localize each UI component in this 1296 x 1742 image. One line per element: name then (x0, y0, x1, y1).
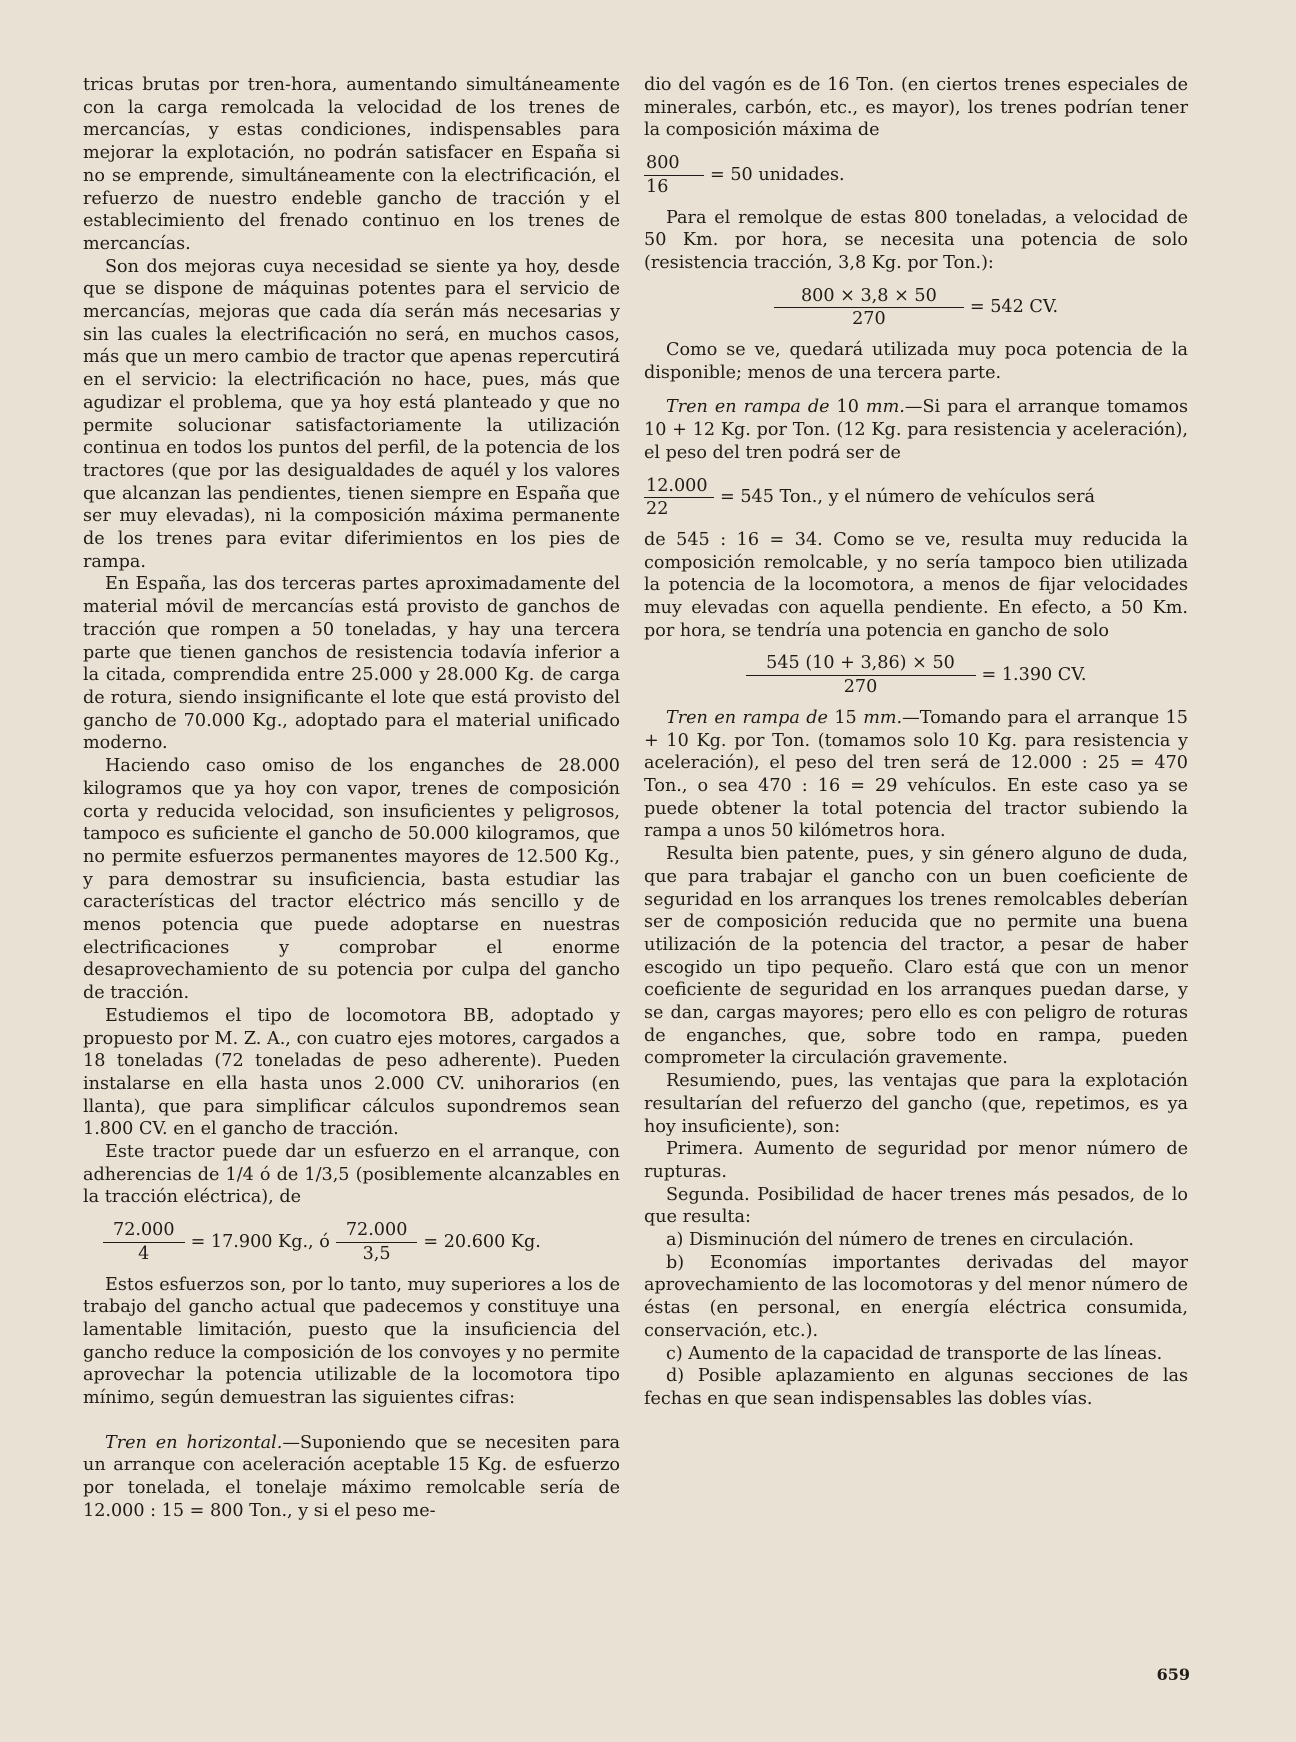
list-item: Segunda. Posibilidad de hacer trenes más pesados, de lo que resulta: (644, 1184, 1188, 1228)
paragraph: dio del vagón es de 16 Ton. (en ciertos trenes especiales de minerales, carbón, etc., es mayor), los trenes podrían tener la composición máxima de (644, 75, 1188, 141)
numerator: 72.000 (345, 1220, 408, 1241)
list-item: b) Economías importantes derivadas del mayor aprovechamiento de las locomotoras y del menor número de éstas (en personal, en energía eléctrica consumida, conservación, etc.). (644, 1252, 1188, 1341)
equation-power-ramp (644, 652, 1188, 698)
equation-result: = 17.900 Kg., ó (190, 1232, 330, 1252)
fraction (746, 652, 976, 698)
denominator: 270 (852, 309, 886, 330)
numerator: 12.000 (646, 475, 708, 496)
equation-result: = 50 unidades. (710, 164, 845, 185)
paragraph: Resulta bien patente, pues, y sin género alguno de duda, que para trabajar el gancho con un buen coeficiente de seguridad en los arranques los trenes remolcables deberían ser de composición reducida que no permite una buena utilización de la potencia del tractor, a pesar de haber escogido un tipo pequeño. Claro está que con un menor coeficiente de seguridad en los arranques puedan darse, y se dan, cargas mayores; pero ello es con peligro de roturas de enganches, que, sobre todo en rampa, pueden comprometer la circulación gravemente. (644, 844, 1188, 1069)
denominator: 4 (138, 1243, 150, 1264)
equation-power-horizontal (644, 285, 1188, 331)
paragraph: Tren en rampa de 15 mm.—Tomando para el arranque 15 + 10 Kg. por Ton. (tomamos solo 10 Kg. para resistencia y aceleración), el peso del tren será de 12.000 : 25 = 470 Ton., o sea 470 : 16 = 29 vehículos. En este caso ya se puede obtener la total potencia del tractor subiendo la rampa a unos 50 kilómetros hora. (644, 707, 1188, 842)
numerator: 800 (646, 153, 680, 174)
paragraph: Estos esfuerzos son, por lo tanto, muy superiores a los de trabajo del gancho actual que padecemos y constituye una lamentable limitación, puesto que la insuficiencia del gancho reduce la composición de los convoyes y no permite aprovechar la potencia utilizable de la locomotora tipo mínimo, según demuestran las siguientes cifras: (83, 1274, 620, 1409)
paragraph: Resumiendo, pues, las ventajas que para la explotación resultarían del refuerzo del gancho (que, repetimos, es ya hoy insuficiente), son: (644, 1071, 1188, 1137)
fraction (103, 1219, 185, 1265)
fraction (336, 1219, 418, 1265)
paragraph: En España, las dos terceras partes aproximadamente del material móvil de mercancías está provisto de ganchos de tracción que rompen a 50 toneladas, y hay una tercera parte que tienen ganchos de resistencia todavía inferior a la citada, comprendida entre 25.000 y 28.000 Kg. de carga de rotura, siendo insignificante el lote que está provisto del gancho de 70.000 Kg., adoptado para el material unificado moderno. (83, 574, 620, 754)
left-column (83, 74, 620, 1523)
right-column (644, 74, 1188, 1411)
paragraph: tricas brutas por tren-hora, aumentando simultáneamente con la carga remolcada la velocidad de los trenes de mercancías, y estas condiciones, indispensables para mejorar la explotación, no podrán satisfacer en España si no se emprende, simultáneamente con la electrificación, el refuerzo de nuestro endeble gancho de tracción y el establecimiento del frenado continuo en los trenes de mercancías. (83, 75, 620, 254)
equation-units (644, 152, 1188, 198)
paragraph: Como se ve, quedará utilizada muy poca potencia de la disponible; menos de una tercera parte. (644, 340, 1188, 383)
numerator: 800 × 3,8 × 50 (800, 285, 937, 306)
paragraph: Tren en horizontal.—Suponiendo que se necesiten para un arranque con aceleración aceptable 15 Kg. de esfuerzo por tonelada, el tonelaje máximo remolcable sería de 12.000 : 15 = 800 Ton., y si el peso me- (83, 1432, 620, 1521)
equation-result: = 20.600 Kg. (423, 1232, 541, 1252)
list-item: a) Disminución del número de trenes en circulación. (666, 1230, 1134, 1251)
fraction (774, 285, 964, 331)
paragraph: de 545 : 16 = 34. Como se ve, resulta muy reducida la composición remolcable, y no sería tampoco bien utilizada la potencia de la locomotora, a menos de fijar velocidades muy elevadas con aquella pendiente. En efecto, a 50 Km. por hora, se tendría una potencia en gancho de solo (644, 529, 1188, 641)
fraction (644, 475, 714, 521)
numerator: 72.000 (113, 1220, 175, 1241)
denominator: 22 (646, 499, 669, 520)
denominator: 3,5 (362, 1243, 391, 1264)
page-number: 659 (1156, 1665, 1190, 1684)
section-heading: Tren en horizontal. (105, 1432, 283, 1453)
fraction (644, 152, 704, 198)
paragraph: Para el remolque de estas 800 toneladas, a velocidad de 50 Km. por hora, se necesita una potencia de solo (resistencia tracción, 3,8 Kg. por Ton.): (644, 207, 1188, 273)
equation-result: = 542 CV. (969, 297, 1059, 318)
paragraph: Tren en rampa de 10 mm.—Si para el arranque tomamos 10 + 12 Kg. por Ton. (12 Kg. para resistencia y aceleración), el peso del tren podrá ser de (644, 397, 1189, 463)
paragraph: Son dos mejoras cuya necesidad se siente ya hoy, desde que se dispone de máquinas potentes para el servicio de mercancías, mejoras que cada día serán más necesarias y sin las cuales la electrificación no será, en muchos casos, más que un mero cambio de tractor que apenas repercutirá en el servicio: la electrificación no hace, pues, más que agudizar el problema, que ya hoy está planteado y que no permite solucionar satisfactoriamente la utilización continua en todos los puntos del perfil, de la potencia de los tractores (que por las desigualdades de aquél y los valores que alcanzan las pendientes, tienen siempre en España que ser muy elevadas), ni la composición máxima permanente de los trenes para evitar diferimientos en los pies de rampa. (83, 256, 620, 572)
numerator: 545 (10 + 3,86) × 50 (766, 653, 955, 674)
list-item: d) Posible aplazamiento en algunas secciones de las fechas en que sean indispensables las dobles vías. (644, 1366, 1188, 1409)
equation-adherence (103, 1219, 620, 1265)
paragraph: Estudiemos el tipo de locomotora BB, adoptado y propuesto por M. Z. A., con cuatro ejes motores, cargados a 18 toneladas (72 toneladas de peso adherente). Pueden instalarse en ella hasta unos 2.000 CV. unihorarios (en llanta), que para simplificar cálculos supondremos sean 1.800 CV. en el gancho de tracción. (83, 1005, 620, 1140)
denominator: 16 (646, 176, 669, 197)
denominator: 270 (843, 677, 878, 698)
paragraph: Este tractor puede dar un esfuerzo en el arranque, con adherencias de 1/4 ó de 1/3,5 (posiblemente alcanzables en la tracción eléctrica), de (83, 1142, 620, 1208)
paragraph: Haciendo caso omiso de los enganches de 28.000 kilogramos que ya hoy con vapor, trenes de composición corta y reducida velocidad, son insuficientes y peligrosos, tampoco es suficiente el gancho de 50.000 kilogramos, que no permite esfuerzos permanentes mayores de 12.500 Kg., y para demostrar su insuficiencia, basta estudiar las características del tractor eléctrico más sencillo y de menos potencia que puede adoptarse en nuestras electrificaciones y comprobar el enorme desaprovechamiento de su potencia por culpa del gancho de tracción. (83, 756, 620, 1004)
equation-result: = 1.390 CV. (981, 665, 1087, 686)
section-heading: Tren en rampa de (666, 397, 830, 418)
list-item: c) Aumento de la capacidad de transporte de las líneas. (666, 1343, 1163, 1364)
section-heading: Tren en rampa de (666, 707, 828, 728)
list-item: Primera. Aumento de seguridad por menor número de rupturas. (644, 1139, 1188, 1182)
equation-weight (644, 475, 1188, 521)
equation-result: = 545 Ton., y el número de vehículos será (720, 487, 1096, 508)
